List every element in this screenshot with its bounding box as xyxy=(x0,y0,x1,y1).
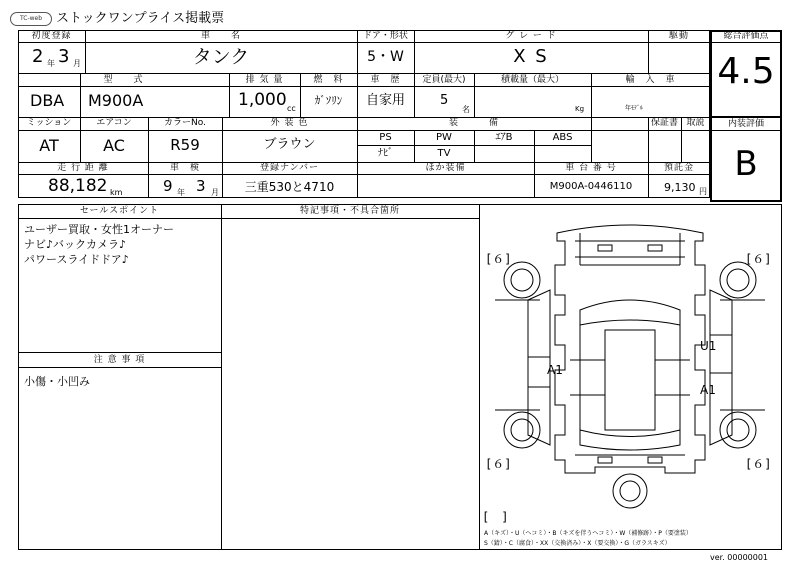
equip-abs: ABS xyxy=(552,132,573,143)
drive-label: 駆動 xyxy=(668,31,689,41)
import-unit: 年ﾓﾃﾞﾙ xyxy=(625,105,644,112)
other-equipment-label: ほか装備 xyxy=(425,163,466,173)
overall-score-value: 4.5 xyxy=(717,51,775,92)
caution-item: 小傷・小凹み xyxy=(24,375,90,388)
cautions-label: 注 意 事 項 xyxy=(93,355,146,365)
model-prefix: DBA xyxy=(30,91,65,110)
tire-tag-rear-right: [６] xyxy=(745,457,772,471)
first-reg-year: 2 xyxy=(32,46,44,67)
displacement-value: 1,000 xyxy=(238,90,287,110)
damage-mark-right-lower: A1 xyxy=(700,383,716,397)
first-reg-year-unit: 年 xyxy=(47,59,55,68)
equipment-label: 装 備 xyxy=(448,118,499,128)
equip-pw: PW xyxy=(436,132,452,143)
special-notes-label: 特記事項・不具合箇所 xyxy=(299,206,400,216)
equip-navi: ﾅﾋﾞ xyxy=(378,148,393,159)
sales-points-label: セールスポイント xyxy=(79,206,160,216)
color-no-value: R59 xyxy=(170,136,200,154)
overall-score-label: 総合評価点 xyxy=(723,31,769,41)
aircon-value: AC xyxy=(103,136,125,155)
mileage-label: 走 行 距 離 xyxy=(57,163,109,173)
deposit-value: 9,130 xyxy=(664,181,696,194)
equip-ps: PS xyxy=(379,132,392,143)
legend-line-1: A（キズ）・U（ヘコミ）・B（キズを伴うヘコミ）・W（補修跡）・P（要塗装） xyxy=(484,530,692,537)
capacity-label: 定員(最大) xyxy=(422,75,466,85)
chassis-no-value: M900A-0446110 xyxy=(549,181,633,192)
warranty-label: 保証書 xyxy=(650,118,678,128)
import-label: 輸 入 車 xyxy=(625,75,676,85)
first-reg-month-unit: 月 xyxy=(73,59,81,68)
reg-number-label: 登録ナンバー xyxy=(260,163,319,173)
mission-label: ミッション xyxy=(26,118,72,128)
model-value: M900A xyxy=(88,91,144,110)
interior-score-label: 内装評価 xyxy=(727,119,764,129)
damage-mark-left: A1 xyxy=(547,363,563,377)
manual-label: 取説 xyxy=(686,118,705,128)
logo-text: TC-web xyxy=(19,15,43,22)
damage-mark-right-upper: U1 xyxy=(700,339,717,353)
aircon-label: エアコン xyxy=(96,118,132,128)
displacement-label: 排 気 量 xyxy=(245,75,284,85)
legend-line-2: S（錆）・C（腐食）・XX（交換済み）・X（要交換）・G（ガラスキズ） xyxy=(484,540,671,547)
exterior-color-label: 外 装 色 xyxy=(270,118,309,128)
inspection-month-unit: 月 xyxy=(211,188,219,197)
color-no-label: カラーNo. xyxy=(164,118,206,128)
grade-label: グ レ ー ド xyxy=(505,31,557,41)
model-label: 型 式 xyxy=(103,75,144,85)
displacement-unit: cc xyxy=(287,104,296,113)
equip-airbag: ｴｱB xyxy=(495,132,513,143)
first-reg-label: 初度登録 xyxy=(31,31,72,41)
tire-tag-rear-left: [６] xyxy=(485,457,512,471)
usage-value: 自家用 xyxy=(365,93,405,108)
inspection-year: 9 xyxy=(163,177,173,195)
car-name-value: タンク xyxy=(192,46,250,68)
tire-tag-spare: [ ] xyxy=(482,510,509,524)
sales-point-item: ユーザー買取・女性1オーナー xyxy=(24,223,174,236)
tire-tag-front-right: [６] xyxy=(745,252,772,266)
reg-number-value: 三重530と4710 xyxy=(244,180,335,194)
deposit-label: 預託金 xyxy=(663,163,694,173)
mileage-value: 88,182 xyxy=(48,176,108,196)
cautions-list xyxy=(24,374,90,389)
tire-tag-front-left: [６] xyxy=(485,252,512,266)
capacity-value: 5 xyxy=(440,93,449,108)
mileage-unit: km xyxy=(110,188,123,197)
inspection-month: 3 xyxy=(196,177,206,195)
mission-value: AT xyxy=(39,136,59,155)
interior-score-value: B xyxy=(734,144,758,184)
inspection-year-unit: 年 xyxy=(177,188,185,197)
version-label: ver. 00000001 xyxy=(710,553,769,562)
equip-tv: TV xyxy=(437,148,451,159)
capacity-unit: 名 xyxy=(462,105,470,114)
first-reg-month: 3 xyxy=(58,46,70,67)
door-shape-value: 5・W xyxy=(367,49,404,65)
inspection-label: 車 検 xyxy=(169,163,200,173)
door-shape-label: ドア・形状 xyxy=(363,31,408,41)
chassis-no-label: 車 台 番 号 xyxy=(565,163,617,173)
page-title: ストックワンプライス掲載票 xyxy=(56,11,225,26)
car-damage-diagram xyxy=(480,205,781,535)
usage-label: 車 歴 xyxy=(370,75,401,85)
logo xyxy=(10,12,52,26)
sales-point-item: ナビ♪バックカメラ♪ xyxy=(24,238,127,251)
fuel-value: ｶﾞｿﾘﾝ xyxy=(314,94,343,107)
exterior-color-value: ブラウン xyxy=(263,137,316,152)
sales-points-list xyxy=(24,222,174,267)
load-unit: Kg xyxy=(575,105,585,113)
car-name-label: 車 名 xyxy=(200,31,241,41)
deposit-unit: 円 xyxy=(699,187,707,196)
fuel-label: 燃 料 xyxy=(313,75,344,85)
sales-point-item: パワースライドドア♪ xyxy=(24,253,129,266)
grade-value: X S xyxy=(513,46,549,67)
load-label: 積載量（最大） xyxy=(500,75,564,85)
